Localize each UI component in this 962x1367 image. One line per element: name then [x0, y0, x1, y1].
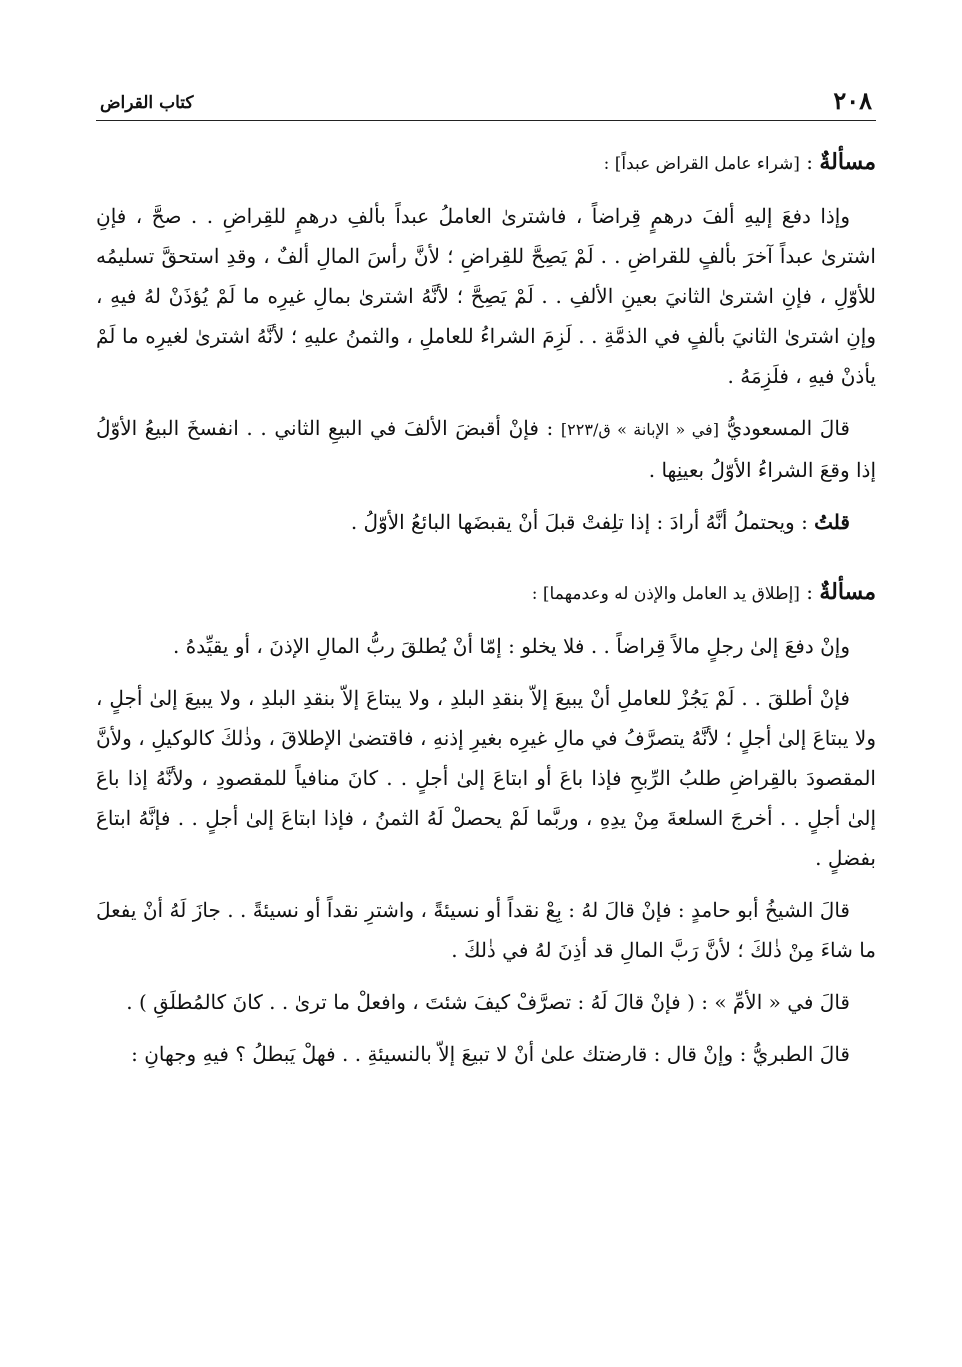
section-heading-2 [96, 572, 876, 614]
running-header [96, 86, 876, 121]
paragraph-1: وإذا دفعَ إليهِ ألفَ درهمٍ قِراضاً ، فاشترىٰ العاملُ عبداً بألفِ درهمٍ للقِراضِ . . صحَّ ، فإنِ اشترىٰ عبداً آخرَ بألفٍ للقراضِ . . لَمْ يَصِحَّ للقِراضِ ؛ لأنَّ رأسَ المالِ ألفٌ ، وقدِ استحقَّ تسليمُه للأوّلِ ، فإنِ اشترىٰ الثانيَ بعينِ الألفِ . . لَمْ يَصِحَّ ؛ لأنَّهُ اشترىٰ بمالِ غيرِه ما لَمْ يُؤذَنْ لهُ فيهِ ، وإنِ اشترىٰ الثانيَ بألفٍ في الذمَّةِ . . لَزِمَ الشراءُ للعاملِ ، والثمنُ عليهِ ؛ لأنَّهُ اشترىٰ لغيرِه ما لَمْ يأذنْ فيهِ ، فلَزِمَهُ . [96, 204, 876, 388]
section-keyword: مسألةٌ [819, 149, 876, 175]
paragraph-7: قالَ في « الأمِّ » : ( فإنْ قالَ لَهُ : تصرَّفْ كيفَ شئتَ ، وافعلْ ما ترىٰ . . كانَ كالمُطلَقِ ) . [126, 990, 850, 1014]
section-subtitle: [شراء عامل القراض عبداً] : [603, 154, 800, 174]
source-reference: [في « الإبانة » ق/٢٢٣] [560, 420, 719, 439]
book-title: كتاب القراض [100, 93, 194, 113]
section-subtitle: [إطلاق يد العامل والإذن له وعدمهما] : [531, 584, 800, 604]
paragraph-6: قالَ الشيخُ أبو حامدٍ : فإنْ قالَ لهُ : بِعْ نقداً أو نسيئةً ، واشترِ نقداً أو نسيئةً . . جازَ لَهُ أنْ يفعلَ ما شاءَ مِنْ ذٰلكَ ؛ لأنَّ رَبَّ المالِ قد أذِنَ لهُ في ذٰلكَ . [96, 898, 876, 962]
paragraph-2-rest: : فإنْ أقبضَ الألفَ في البيعِ الثاني . . انفسخَ البيعُ الأوّلُ إذا وقعَ الشراءُ الأوّلُ بعينِها . [96, 416, 876, 482]
paragraph-8: قالَ الطبريُّ : وإنْ قال : قارضتك علىٰ أنْ لا تبيعَ إلاّ بالنسيئةِ . . فهلْ يَبطلُ ؟ فيهِ وجهانِ : [131, 1042, 850, 1066]
section-keyword: مسألةٌ [819, 579, 876, 605]
author-remark-label: قلتُ [814, 510, 850, 534]
section-gap [96, 554, 876, 572]
section-separator: : [799, 150, 820, 174]
paragraph-3 [96, 502, 876, 542]
section-heading-1 [96, 142, 876, 184]
page-number: ٢٠٨ [833, 86, 872, 115]
paragraph-2 [96, 408, 876, 490]
paragraph-4: وإنْ دفعَ إلىٰ رجلٍ مالاً قِراضاً . . فلا يخلو : إمّا أنْ يُطلقَ ربُّ المالِ الإذنَ ، أو يقيِّدهُ . [173, 634, 850, 658]
section-separator: : [799, 580, 820, 604]
paragraph-2-start: قالَ المسعوديُّ [718, 416, 850, 440]
book-page [96, 0, 876, 1367]
page-body [96, 142, 876, 1086]
paragraph-5: فإنْ أطلقَ . . لَمْ يَجُزْ للعاملِ أنْ يبيعَ إلاّ بنقدِ البلدِ ، ولا يبتاعَ إلاّ بنقدِ البلدِ ، ولا يبيعَ إلىٰ أجلٍ ، ولا يبتاعَ إلىٰ أجلٍ ؛ لأنَّهُ يتصرَّفُ في مالِ غيرِه بغيرِ إذنهِ ، فاقتضىٰ الإطلاقَ ، وذٰلكَ كالوكيلِ ، ولأنَّ المقصودَ بالقِراضِ طلبُ الرِّبحِ فإذا باعَ أو ابتاعَ إلىٰ أجلٍ . . كانَ منافياً للمقصودِ ، ولأنَّهُ إذا باعَ إلىٰ أجلٍ . . أخرجَ السلعةَ مِنْ يدِهِ ، وربَّما لَمْ يحصلْ لَهُ الثمنُ ، فإذا ابتاعَ إلىٰ أجلٍ . . فإنَّهُ ابتاعَ بفضلٍ . [96, 686, 876, 870]
author-remark-text: : ويحتملُ أنَّهُ أرادَ : إذا تلِفتْ قبلَ أنْ يقبضَها البائعُ الأوّلُ . [350, 510, 815, 534]
